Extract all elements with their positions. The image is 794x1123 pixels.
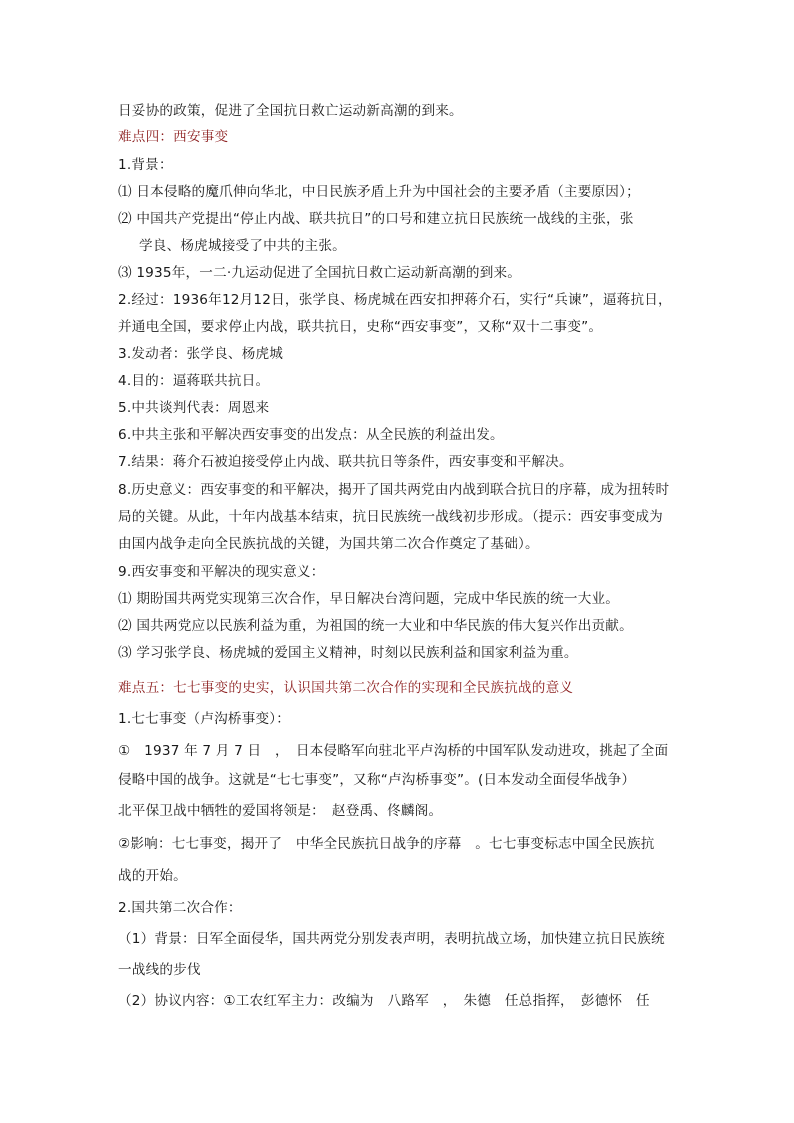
text-line: 北平保卫战中牺牲的爱国将领是： 赵登禹、佟麟阁。 bbox=[118, 803, 443, 819]
text-line: 6.中共主张和平解决西安事变的出发点：从全民族的利益出发。 bbox=[118, 427, 504, 443]
text-line: 一战线的步伐 bbox=[118, 962, 201, 978]
text-line: 战的开始。 bbox=[118, 868, 187, 884]
text-line: 日妥协的政策，促进了全国抗日救亡运动新高潮的到来。 bbox=[118, 103, 463, 119]
text-line: ⑵ 中国共产党提出“停止内战、联共抗日”的口号和建立抗日民族统一战线的主张，张 bbox=[118, 211, 634, 227]
text-line: ⑶ 学习张学良、杨虎城的爱国主义精神，时刻以民族利益和国家利益为重。 bbox=[118, 645, 578, 661]
text-line: ⑴ 期盼国共两党实现第三次合作，早日解决台湾问题，完成中华民族的统一大业。 bbox=[118, 591, 620, 607]
text-line: （1）背景：日军全面侵华，国共两党分别发表声明，表明抗战立场，加快建立抗日民族统 bbox=[118, 931, 665, 947]
text-line: ②影响：七七事变，揭开了 中华全民族抗日战争的序幕 。七七事变标志中国全民族抗 bbox=[118, 836, 655, 852]
text-line: 1.背景： bbox=[118, 157, 173, 173]
text-line: ① 1937 年 7 月 7 日 ， 日本侵略军向驻北平卢沟桥的中国军队发动进攻，挑起了全面 bbox=[118, 743, 669, 759]
text-line: 2.国共第二次合作： bbox=[118, 900, 242, 916]
text-line: ⑴ 日本侵略的魔爪伸向华北，中日民族矛盾上升为中国社会的主要矛盾（主要原因）； bbox=[118, 184, 640, 200]
text-line: 9.西安事变和平解决的现实意义： bbox=[118, 564, 325, 580]
text-line: 3.发动者：张学良、杨虎城 bbox=[118, 346, 284, 362]
text-line: 8.历史意义：西安事变的和平解决，揭开了国共两党由内战到联合抗日的序幕，成为扭转时 bbox=[118, 482, 670, 498]
text-line: 由国内战争走向全民族抗战的关键，为国共第二次合作奠定了基础）。 bbox=[118, 536, 539, 552]
text-line: 2.经过：1936年12月12日，张学良、杨虎城在西安扣押蒋介石，实行“兵谏”，逼蒋抗日， bbox=[118, 292, 672, 308]
text-line: 学良、杨虎城接受了中共的主张。 bbox=[139, 238, 346, 254]
section-heading-4: 难点四：西安事变 bbox=[118, 129, 229, 145]
text-line: 4.目的：逼蒋联共抗日。 bbox=[118, 373, 270, 389]
text-line: ⑵ 国共两党应以民族利益为重，为祖国的统一大业和中华民族的伟大复兴作出贡献。 bbox=[118, 618, 633, 634]
text-line: 7.结果：蒋介石被迫接受停止内战、联共抗日等条件，西安事变和平解决。 bbox=[118, 454, 573, 470]
text-line: 5.中共谈判代表：周恩来 bbox=[118, 400, 270, 416]
text-line: 1.七七事变（卢沟桥事变）： bbox=[118, 711, 291, 727]
text-line: 侵略中国的战争。这就是“七七事变”，又称“卢沟桥事变”。(日本发动全面侵华战争） bbox=[118, 772, 636, 788]
text-line: 并通电全国，要求停止内战，联共抗日，史称“西安事变”，又称“双十二事变”。 bbox=[118, 319, 603, 335]
text-line: ⑶ 1935年，一二·九运动促进了全国抗日救亡运动新高潮的到来。 bbox=[118, 265, 522, 281]
text-line: （2）协议内容：①工农红军主力：改编为 八路军 ， 朱德 任总指挥， 彭德怀 任 bbox=[118, 993, 650, 1009]
text-line: 局的关键。从此，十年内战基本结束，抗日民族统一战线初步形成。（提示：西安事变成为 bbox=[118, 509, 663, 525]
section-heading-5: 难点五：七七事变的史实，认识国共第二次合作的实现和全民族抗战的意义 bbox=[118, 680, 574, 696]
